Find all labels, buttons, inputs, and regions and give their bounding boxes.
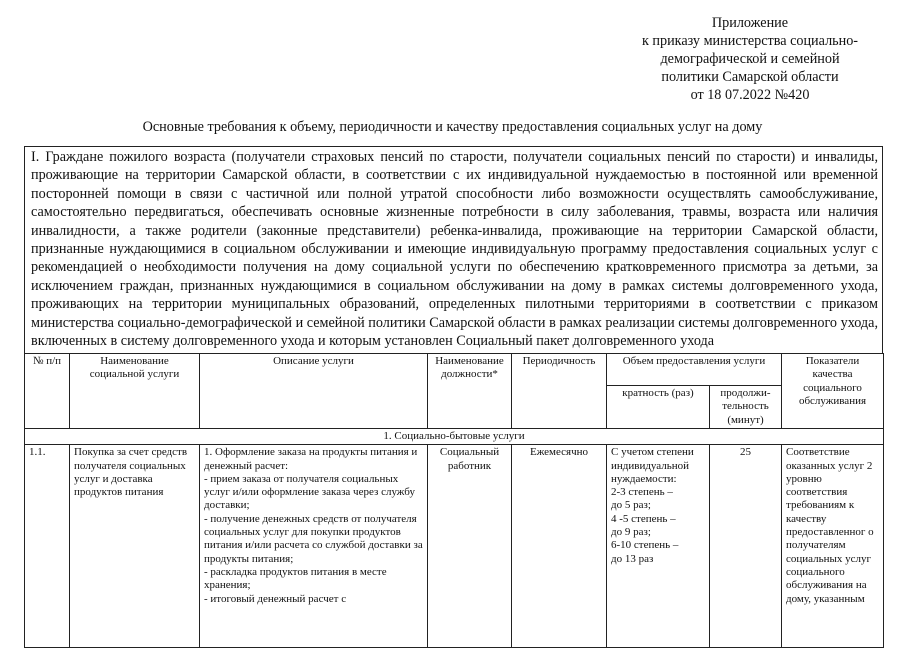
header-position: Наименование должности*: [428, 354, 512, 429]
frequency-line: до 13 раз: [611, 552, 654, 565]
description-line: 1. Оформление заказа на продукты питания и денежный расчет:: [204, 446, 418, 472]
description-line: - прием заказа от получателя социальных услуг и/или оформление заказа через службу доставки;: [204, 472, 415, 512]
header-description: Описание услуги: [200, 354, 428, 429]
intro-paragraph: I. Граждане пожилого возраста (получатели страховых пенсий по старости, получатели социальных пенсий по старости) и инвалиды, проживающие на территории Самарской области, в соответствии с их индивидуальной нуждаемостью в постоянной или временной посторонней помощи в связи с частичной или полной утратой способности либо возможности осуществлять самообслуживание, самостоятельно передвигаться, обеспечивать основные жизненные потребности в силу заболевания, травмы, возраста или наличия инвалидности, а также родители (законные представители) ребенка-инвалида, проживающие на территории Самарской области, признанные нуждающимися в социальном обслуживании и имеющие индивидуальную программу предоставления социальных услуг с рекомендацией о необходимости получения на дому социальной услуги по обеспечению кратковременного присмотра за детьми, за исключением граждан, признанных нуждающимися в социальном обслуживании на дому в рамках системы долговременного ухода, проживающих на территории муниципальных образований, определенных пилотными территориями в соответствии с приказом министерства социально-демографической и семейной политики Самарской области в рамках реализации системы долговременного ухода, включенных в систему долговременного ухода и которым установлен Социальный пакет долговременного ухода: [24, 146, 883, 354]
appendix-line: политики Самарской области: [661, 69, 839, 85]
header-frequency: кратность (раз): [607, 386, 710, 429]
appendix-block: [612, 14, 888, 104]
table-row: [25, 445, 884, 648]
description-line: - получение денежных средств от получателя социальных услуг для покупки продуктов питания и/или расчета со службой доставки за продукты питания;: [204, 512, 423, 565]
table-header-row: [25, 354, 884, 386]
row-duration: 25: [710, 445, 782, 648]
header-duration: продолжи-тельность (минут): [710, 386, 782, 429]
appendix-line: Приложение: [711, 15, 789, 31]
header-quality: Показатели качества социального обслуживания: [782, 354, 884, 429]
frequency-line: 4 -5 степень –: [611, 512, 676, 525]
appendix-line: демографической и семейной: [660, 51, 840, 67]
row-description: [200, 445, 428, 648]
row-quality: Соответствие оказанных услуг 2 уровню соответствия требованиям к качеству предоставленног о получателям социальных услуг социального обслуживания на дому, указанным: [782, 445, 884, 648]
row-periodicity: Ежемесячно: [512, 445, 607, 648]
row-service-name: Покупка за счет средств получателя социальных услуг и доставка продуктов питания: [70, 445, 200, 648]
frequency-line: до 5 раз;: [611, 499, 651, 512]
appendix-line: к приказу министерства социально-: [641, 33, 859, 49]
row-frequency: [607, 445, 710, 648]
category-row: [25, 429, 884, 445]
header-volume: Объем предоставления услуги: [607, 354, 782, 386]
category-title: 1. Социально-бытовые услуги: [25, 429, 884, 445]
frequency-line: С учетом степени индивидуальной нуждаемости:: [611, 446, 694, 485]
description-line: - итоговый денежный расчет с: [204, 592, 347, 605]
header-service-name: Наименование социальной услуги: [70, 354, 200, 429]
frequency-line: до 9 раз;: [611, 526, 651, 539]
frequency-line: 2-3 степень –: [611, 486, 673, 499]
appendix-line: от 18 07.2022 №420: [690, 87, 810, 103]
description-line: - раскладка продуктов питания в месте хранения;: [204, 565, 387, 592]
header-num: № п/п: [25, 354, 70, 429]
document-title: Основные требования к объему, периодичности и качеству предоставления социальных услуг на дому: [142, 119, 763, 135]
row-position: Социальный работник: [428, 445, 512, 648]
frequency-line: 6-10 степень –: [611, 539, 679, 552]
row-num: 1.1.: [25, 445, 70, 648]
header-periodicity: Периодичность: [512, 354, 607, 429]
services-table: [24, 353, 884, 648]
